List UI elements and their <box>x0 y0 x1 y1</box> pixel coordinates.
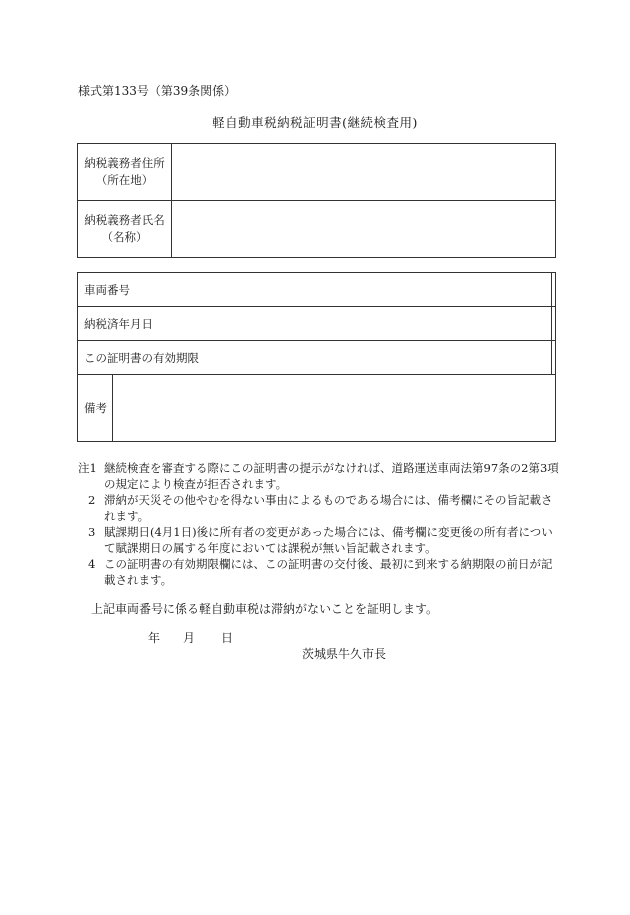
vehicle-number-label: 車両番号 <box>78 273 552 307</box>
taxpayer-address-row <box>78 144 556 201</box>
note-text: 賦課期日(4月1日)後に所有者の変更があった場合には、備考欄に変更後の所有者について賦課期日の属する年度においては課税が無い旨記載されます。 <box>104 525 553 555</box>
remarks-row <box>78 375 556 442</box>
taxpayer-name-label <box>78 201 172 258</box>
note-text: 継続検査を審査する際にこの証明書の提示がなければ、道路運送車両法第97条の2第3項の規定により検査が拒否されます。 <box>104 461 559 491</box>
note-marker: 4 <box>88 557 96 571</box>
note-marker: 3 <box>88 525 96 539</box>
paid-date-row <box>78 307 556 341</box>
taxpayer-address-value[interactable] <box>172 144 556 201</box>
note-item <box>78 492 562 524</box>
form-number: 様式第133号（第39条関係） <box>78 84 237 98</box>
taxpayer-name-row <box>78 201 556 258</box>
date-year-label: 年 <box>148 631 161 645</box>
note-text: この証明書の有効期限欄には、この証明書の交付後、最初に到来する納期限の前日が記載されます。 <box>104 557 553 587</box>
vehicle-number-row <box>78 273 556 307</box>
taxpayer-name-label-line2: （名称） <box>101 230 148 244</box>
note-text: 滞納が天災その他やむを得ない事由によるものである場合には、備考欄にその旨記載されます。 <box>104 493 553 523</box>
vehicle-table <box>77 272 556 442</box>
taxpayer-address-label-line2: （所在地） <box>95 173 154 187</box>
notes-section <box>78 460 562 588</box>
validity-label: この証明書の有効期限 <box>78 341 552 375</box>
note-item <box>78 556 562 588</box>
date-day-label: 日 <box>221 631 234 645</box>
vehicle-number-value[interactable] <box>551 273 555 307</box>
note-marker: 2 <box>88 493 96 507</box>
taxpayer-name-label-line1: 納税義務者氏名 <box>84 213 165 227</box>
issue-date <box>148 629 233 646</box>
document-title: 軽自動車税納税証明書(継続検査用) <box>212 115 418 130</box>
issuer-name: 茨城県牛久市長 <box>302 647 387 661</box>
validity-value[interactable] <box>551 341 555 375</box>
taxpayer-table <box>77 143 556 258</box>
taxpayer-address-label <box>78 144 172 201</box>
remarks-value[interactable] <box>113 375 556 442</box>
note-item <box>78 460 562 492</box>
note-item <box>78 524 562 556</box>
taxpayer-address-label-line1: 納税義務者住所 <box>84 156 165 170</box>
certification-statement: 上記車両番号に係る軽自動車税は滞納がないことを証明します。 <box>91 602 439 616</box>
remarks-label: 備考 <box>78 375 113 442</box>
paid-date-label: 納税済年月日 <box>78 307 552 341</box>
validity-row <box>78 341 556 375</box>
paid-date-value[interactable] <box>551 307 555 341</box>
note-marker: 注1 <box>78 461 97 475</box>
taxpayer-name-value[interactable] <box>172 201 556 258</box>
date-month-label: 月 <box>183 631 196 645</box>
